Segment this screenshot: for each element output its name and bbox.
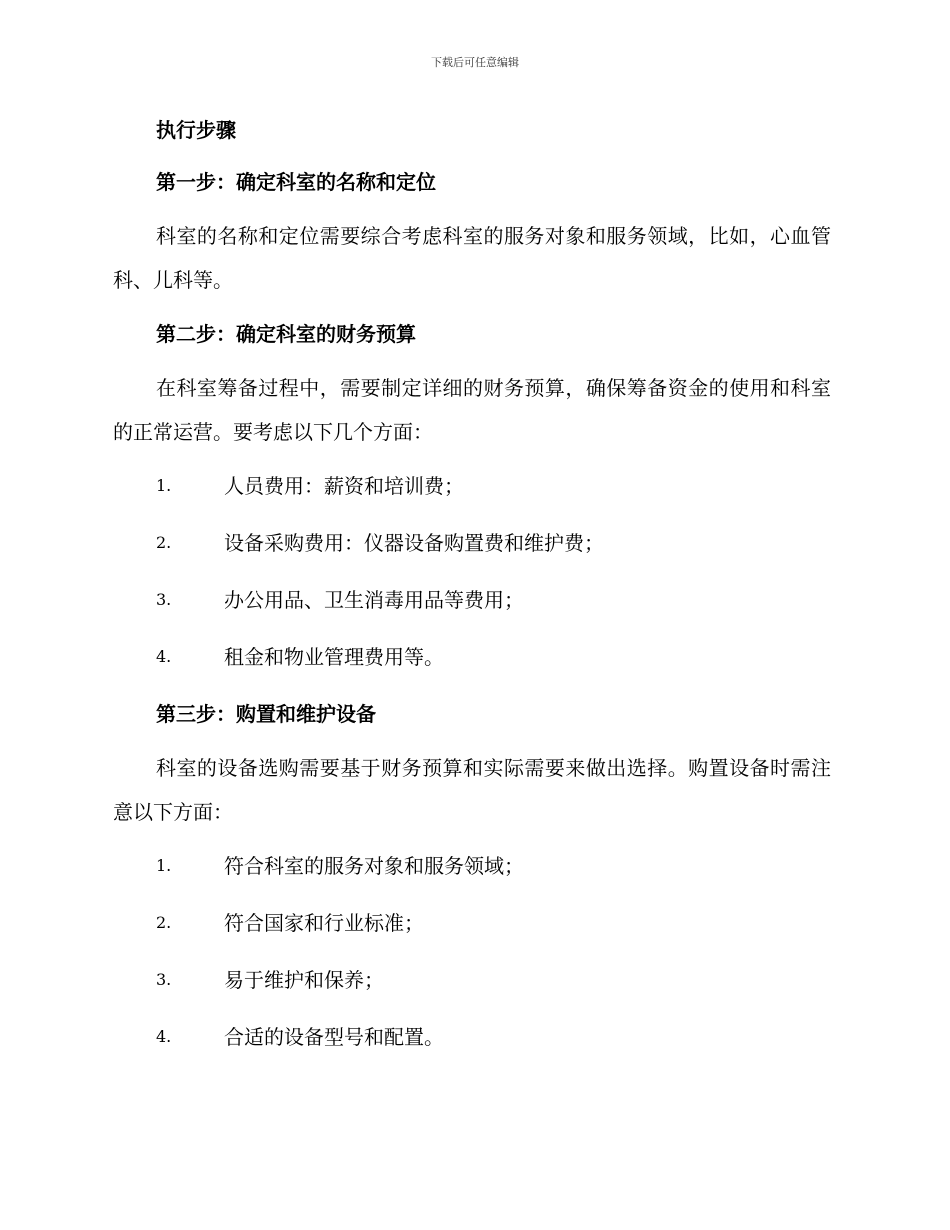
list-text: 租金和物业管理费用等。 — [224, 645, 444, 669]
step2-paragraph: 在科室筹备过程中，需要制定详细的财务预算，确保筹备资金的使用和科室的正常运营。要考虑以下几个方面： — [113, 376, 831, 444]
list-item — [113, 848, 831, 884]
list-text: 人员费用：薪资和培训费； — [224, 474, 464, 498]
list-item — [113, 468, 831, 504]
step1-paragraph: 科室的名称和定位需要综合考虑科室的服务对象和服务领域，比如，心血管科、儿科等。 — [113, 224, 831, 292]
step3-paragraph: 科室的设备选购需要基于财务预算和实际需要来做出选择。购置设备时需注意以下方面： — [113, 756, 831, 824]
list-item — [113, 1019, 831, 1055]
document-content — [113, 112, 831, 1055]
list-text: 合适的设备型号和配置。 — [224, 1025, 444, 1049]
list-number: 1. — [156, 476, 172, 495]
list-item — [113, 905, 831, 941]
list-text: 符合科室的服务对象和服务领域； — [224, 854, 524, 878]
list-number: 2. — [156, 913, 172, 932]
list-number: 4. — [156, 1027, 172, 1046]
step1-heading: 第一步：确定科室的名称和定位 — [156, 170, 436, 194]
section-title: 执行步骤 — [156, 118, 236, 142]
list-item — [113, 582, 831, 618]
step2-heading: 第二步：确定科室的财务预算 — [156, 322, 416, 346]
header-note: 下载后可任意编辑 — [431, 56, 519, 69]
list-number: 1. — [156, 856, 172, 875]
step3-heading: 第三步：购置和维护设备 — [156, 702, 376, 726]
list-number: 4. — [156, 647, 172, 666]
list-text: 设备采购费用：仪器设备购置费和维护费； — [224, 531, 604, 555]
list-text: 易于维护和保养； — [224, 968, 384, 992]
list-item — [113, 525, 831, 561]
list-item — [113, 962, 831, 998]
list-text: 符合国家和行业标准； — [224, 911, 424, 935]
list-number: 2. — [156, 533, 172, 552]
list-number: 3. — [156, 970, 172, 989]
list-item — [113, 639, 831, 675]
list-text: 办公用品、卫生消毒用品等费用； — [224, 588, 524, 612]
list-number: 3. — [156, 590, 172, 609]
